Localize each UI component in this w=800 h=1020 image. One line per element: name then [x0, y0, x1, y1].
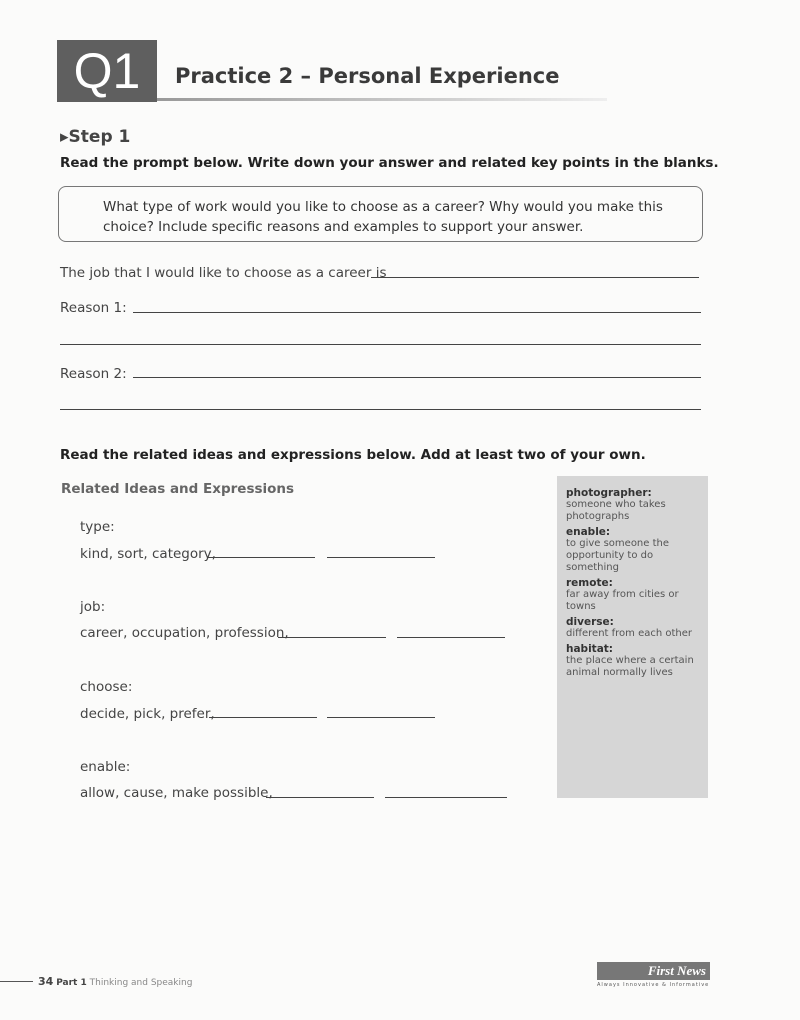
glossary-word: remote: — [566, 577, 613, 589]
glossary-def: someone who takes photographs — [566, 499, 666, 522]
logo-tagline: Always Innovative & Informative — [597, 982, 710, 988]
footer-rule — [0, 981, 33, 982]
instruction-1: Read the prompt below. Write down your answer and related key points in the blanks. — [60, 155, 719, 171]
glossary-def: the place where a certain animal normally lives — [566, 655, 694, 678]
glossary-word: enable: — [566, 526, 611, 538]
step-label: Step 1 — [68, 127, 131, 147]
group-word: type: — [80, 519, 115, 535]
page-title: Practice 2 – Personal Experience — [175, 64, 560, 88]
group-list: decide, pick, prefer, — [80, 706, 215, 722]
related-title: Related Ideas and Expressions — [61, 481, 295, 497]
reason2-blank-2[interactable] — [60, 409, 701, 410]
glossary-def: to give someone the opportunity to do something — [566, 538, 670, 573]
group-list: allow, cause, make possible, — [80, 785, 273, 801]
group-list: kind, sort, category, — [80, 546, 216, 562]
first-news-logo: First News — [597, 962, 710, 980]
group-word: choose: — [80, 679, 133, 695]
blank[interactable] — [327, 557, 435, 558]
triangle-icon: ▸ — [60, 127, 69, 147]
blank[interactable] — [397, 637, 505, 638]
blank[interactable] — [209, 717, 317, 718]
reason1-blank[interactable] — [133, 312, 701, 313]
reason2-label: Reason 2: — [60, 366, 127, 382]
group-word: enable: — [80, 759, 131, 775]
reason2-blank[interactable] — [133, 377, 701, 378]
glossary-word: diverse: — [566, 616, 614, 628]
job-blank[interactable] — [371, 277, 699, 278]
section-label: Thinking and Speaking — [89, 978, 193, 988]
glossary-word: photographer: — [566, 487, 652, 499]
blank[interactable] — [207, 557, 315, 558]
glossary-def: different from each other — [566, 628, 693, 639]
glossary-word: habitat: — [566, 643, 613, 655]
group-word: job: — [80, 599, 106, 615]
reason1-label: Reason 1: — [60, 300, 127, 316]
part-label: Part 1 — [56, 978, 87, 988]
prompt-text: What type of work would you like to choose as a career? Why would you make this choice? Include specific reasons and examples to support your answer. — [103, 199, 663, 235]
question-badge: Q1 — [57, 40, 157, 102]
title-rule — [157, 98, 607, 101]
page-number: 34 — [38, 975, 54, 988]
reason1-blank-2[interactable] — [60, 344, 701, 345]
blank[interactable] — [385, 797, 507, 798]
step-heading — [60, 127, 130, 147]
job-label: The job that I would like to choose as a career is — [60, 265, 387, 281]
prompt-box — [58, 186, 703, 242]
blank[interactable] — [266, 797, 374, 798]
glossary-def: far away from cities or towns — [566, 589, 679, 612]
glossary-panel — [557, 476, 708, 798]
footer-text — [38, 975, 192, 988]
blank[interactable] — [327, 717, 435, 718]
group-list: career, occupation, profession, — [80, 625, 289, 641]
blank[interactable] — [278, 637, 386, 638]
instruction-2: Read the related ideas and expressions below. Add at least two of your own. — [60, 447, 646, 463]
